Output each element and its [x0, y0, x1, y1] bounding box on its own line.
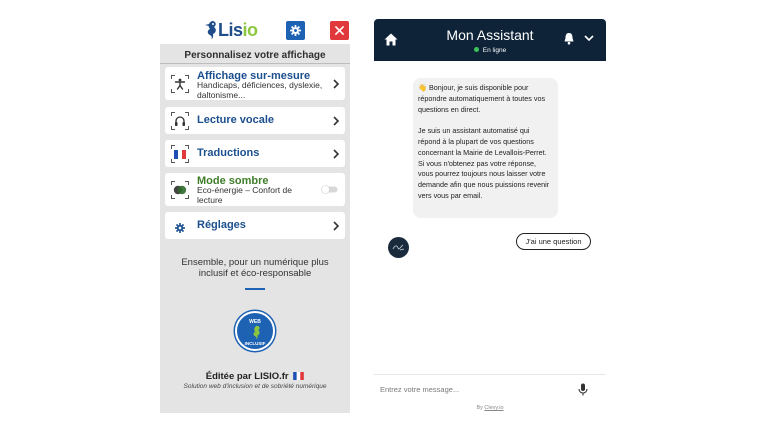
chevron-right-icon — [332, 149, 340, 159]
settings-button[interactable] — [286, 21, 305, 40]
menu-item-desc: Eco-énergie – Confort de lecture — [197, 185, 292, 205]
logo-text-io: io — [242, 19, 258, 40]
powered-link[interactable]: Clevy.io — [484, 405, 504, 411]
powered-prefix: By — [476, 405, 483, 411]
seahorse-icon — [204, 20, 218, 40]
menu-item-title: Réglages — [197, 219, 246, 231]
chevron-down-icon[interactable] — [584, 34, 594, 42]
bell-icon[interactable] — [563, 32, 575, 45]
bot-message-paragraph: 👋 Bonjour, je suis disponible pour répondre automatiquement à toutes vos questions en direct. — [418, 83, 546, 114]
menu-item-desc: Handicaps, déficiences, dyslexie, daltonisme... — [197, 80, 323, 100]
dark-mode-toggle[interactable] — [321, 185, 339, 194]
headphones-icon — [171, 112, 189, 130]
gear-icon — [290, 25, 301, 36]
menu-item-title: Mode sombre — [197, 175, 269, 187]
bot-message — [413, 78, 558, 218]
chevron-right-icon — [332, 79, 340, 89]
menu-item-voice-reading[interactable] — [165, 107, 345, 134]
menu-item-title: Traductions — [197, 147, 260, 159]
microphone-icon[interactable] — [578, 383, 588, 396]
gear-icon — [175, 220, 185, 238]
menu-item-custom-display[interactable] — [165, 67, 345, 100]
chevron-right-icon — [332, 221, 340, 231]
chevron-right-icon — [332, 116, 340, 126]
tagline-underline — [245, 288, 265, 290]
seahorse-icon — [250, 325, 262, 340]
divider — [160, 63, 350, 64]
online-status — [374, 47, 606, 54]
message-input-row — [374, 375, 606, 403]
close-icon — [335, 26, 344, 35]
message-input[interactable] — [380, 381, 570, 398]
menu-item-dark-mode[interactable] — [165, 173, 345, 206]
chat-title: Mon Assistant — [446, 27, 534, 43]
edited-by-text: Éditée par LISIO.fr — [205, 371, 289, 382]
bot-avatar — [388, 237, 409, 258]
menu-item-translations[interactable] — [165, 140, 345, 167]
tagline: Ensemble, pour un numérique plus inclusif et éco-responsable — [181, 257, 329, 279]
menu-item-title: Affichage sur-mesure — [197, 70, 311, 82]
menu-item-settings[interactable] — [165, 212, 345, 239]
edited-by — [160, 371, 350, 382]
status-text: En ligne — [482, 47, 507, 54]
signature-icon — [388, 237, 409, 258]
menu-item-title: Lecture vocale — [197, 114, 275, 126]
badge-text-bottom: INCLUSIF — [244, 341, 266, 346]
lisio-panel — [160, 14, 350, 413]
chat-header — [374, 19, 606, 61]
solution-text: Solution web d'inclusion et de sobriété numérique — [183, 383, 327, 390]
online-dot — [474, 47, 479, 52]
lisio-logo — [204, 19, 258, 41]
lisio-header — [160, 14, 350, 44]
french-flag-icon — [293, 372, 304, 380]
dark-mode-icon — [171, 181, 189, 199]
message-area[interactable] — [374, 61, 606, 374]
badge-text-top: WEB — [249, 319, 261, 325]
close-button[interactable] — [330, 21, 349, 40]
web-inclusif-badge — [235, 311, 275, 351]
panel-subtitle: Personnalisez votre affichage — [184, 50, 326, 61]
flag-icon — [171, 145, 189, 163]
chat-widget — [374, 19, 606, 414]
accessibility-icon — [171, 75, 189, 93]
powered-by — [374, 405, 606, 411]
bot-message-paragraph: Je suis un assistant automatisé qui répond à la plupart de vos questions concernant la Mairie de Levallois-Perret. Si vous n'obtenez pas votre réponse, vous pourrez toujours nous laisser votre demande afin que nous puissions revenir vers vous par email. — [418, 126, 550, 200]
logo-text-lis: Lis — [218, 19, 243, 40]
quick-reply-button[interactable]: J'ai une question — [516, 233, 591, 250]
